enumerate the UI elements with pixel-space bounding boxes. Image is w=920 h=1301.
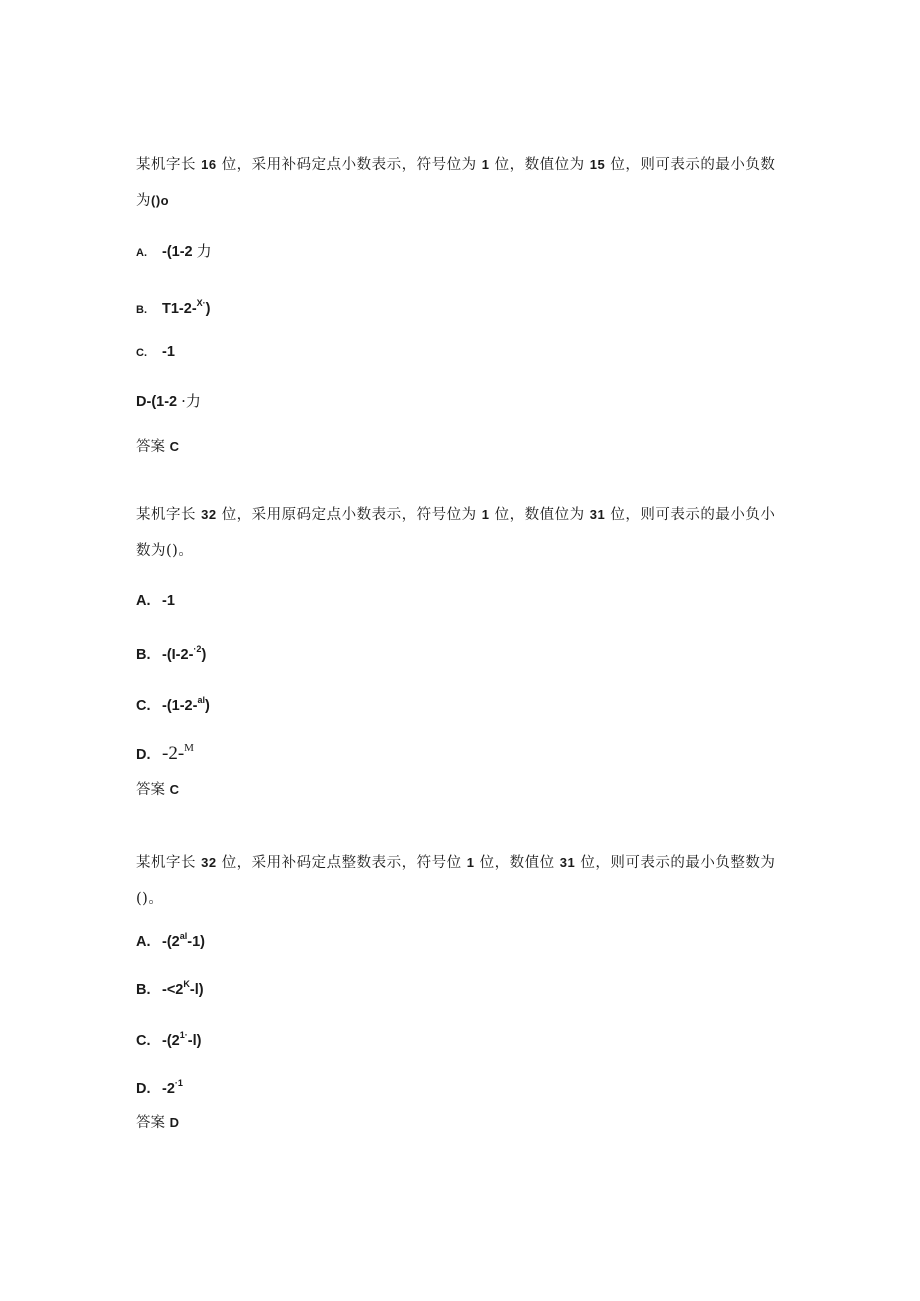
question-2-option-b: B. -(I-2-$^{\cdot 2}$): [136, 644, 207, 663]
question-3-option-c: C. $-(2^{1\cdot}-l)$: [136, 1030, 202, 1049]
question-3-stem: 某机字长 32 位，采用补码定点整数表示，符号位 1 位，数值位 31 位，则可表示的最小负整数为()。: [136, 855, 776, 907]
question-1-option-a: A. -(1-2 力: [136, 242, 212, 260]
question-3-answer: 答案 D: [136, 1115, 179, 1131]
question-2-option-a: A. -1: [136, 593, 175, 609]
question-2-option-c: C. -(1-2-$^{al}$): [136, 695, 210, 714]
question-3-option-a: A. $-(2^{al}-1)$: [136, 931, 205, 950]
question-2-stem: 某机字长 32 位，采用原码定点小数表示，符号位为 1 位，数值位为 31 位，则可表示的最小负小数为()。: [136, 507, 776, 559]
question-3-option-d: D. $-2^{\cdot 1}$: [136, 1078, 183, 1097]
question-1-stem: 某机字长 16 位，采用补码定点小数表示，符号位为 1 位，数值位为 15 位，则可表示的最小负数为()o: [136, 157, 776, 209]
question-1-option-b: B. T1-2-$^{X\cdot}$): [136, 298, 211, 317]
question-2-option-d: D. -2-$^M$: [136, 742, 194, 764]
question-1-answer: 答案 C: [136, 439, 179, 455]
question-1-option-c: C. -1: [136, 344, 175, 360]
question-2-answer: 答案 C: [136, 782, 179, 798]
question-3-option-b: B. $-<2^K-l$): [136, 979, 204, 998]
question-1-option-d: D-(1-2 ·力: [136, 392, 201, 410]
